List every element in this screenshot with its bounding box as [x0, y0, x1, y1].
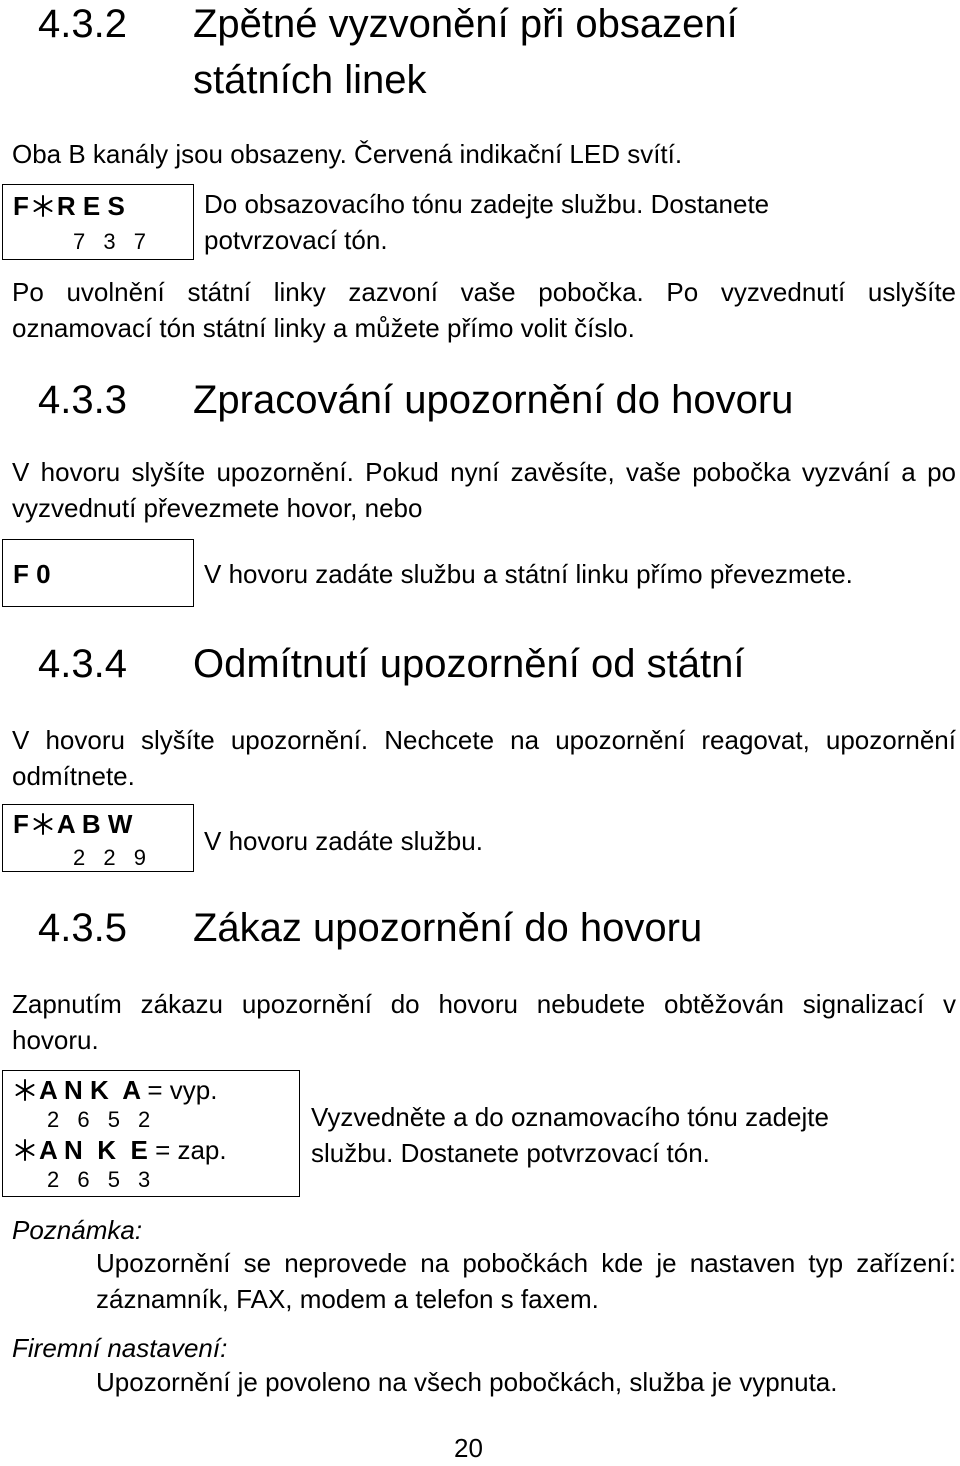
paragraph: Oba B kanály jsou obsazeny. Červená indikační LED svítí.	[12, 139, 683, 169]
service-code: F R E S	[13, 191, 125, 221]
star-key-icon	[13, 1078, 37, 1102]
service-code-digits: 2 2 9	[73, 845, 152, 870]
section-title-continued: státních linek	[193, 58, 427, 102]
factory-settings-text: Upozornění je povoleno na všech pobočkách, služba je vypnuta.	[96, 1367, 838, 1397]
page-number: 20	[454, 1433, 483, 1463]
section-title: Odmítnutí upozornění od státní	[193, 642, 745, 686]
section-title: Zpracování upozornění do hovoru	[193, 378, 794, 422]
code-description: V hovoru zadáte službu.	[204, 826, 483, 856]
section-number: 4.3.5	[38, 906, 127, 950]
code-box	[2, 184, 194, 260]
note-text: Upozornění se neprovede na pobočkách kde je nastaven typ zařízení: záznamník, FAX, modem a telefon s faxem.	[96, 1248, 956, 1314]
code-description: V hovoru zadáte službu a státní linku přímo převezmete.	[204, 559, 853, 589]
service-code: A N K E = zap.	[13, 1135, 227, 1165]
service-code-digits: 7 3 7	[73, 229, 152, 254]
service-code-digits: 2 6 5 2	[47, 1107, 157, 1132]
paragraph: V hovoru slyšíte upozornění. Pokud nyní zavěsíte, vaše pobočka vyzvání a po vyzvednutí převezmete hovor, nebo	[12, 457, 956, 523]
section-title: Zákaz upozornění do hovoru	[193, 906, 703, 950]
paragraph: V hovoru slyšíte upozornění. Nechcete na upozornění reagovat, upozornění odmítnete.	[12, 725, 956, 791]
note-label: Poznámka:	[12, 1215, 143, 1245]
paragraph: Zapnutím zákazu upozornění do hovoru nebudete obtěžován signalizací v hovoru.	[12, 989, 956, 1055]
code-box	[2, 804, 194, 872]
code-box	[2, 1070, 300, 1197]
star-key-icon	[13, 1138, 37, 1162]
star-key-icon	[31, 194, 55, 218]
star-key-icon	[31, 812, 55, 836]
service-code: A N K A = vyp.	[13, 1075, 217, 1105]
factory-settings-label: Firemní nastavení:	[12, 1333, 228, 1363]
section-title: Zpětné vyzvonění při obsazení	[193, 2, 738, 46]
paragraph: Po uvolnění státní linky zazvoní vaše pobočka. Po vyzvednutí uslyšíte oznamovací tón státní linky a můžete přímo volit číslo.	[12, 277, 956, 343]
section-number: 4.3.3	[38, 378, 127, 422]
service-code: F 0	[13, 559, 51, 589]
code-description: Do obsazovacího tónu zadejte službu. Dostanete potvrzovací tón.	[204, 189, 770, 255]
code-description: Vyzvedněte a do oznamovacího tónu zadejte službu. Dostanete potvrzovací tón.	[311, 1102, 829, 1168]
section-number: 4.3.4	[38, 642, 127, 686]
service-code: F A B W	[13, 809, 133, 839]
section-number: 4.3.2	[38, 2, 127, 46]
service-code-digits: 2 6 5 3	[47, 1167, 157, 1192]
code-box	[2, 539, 194, 607]
